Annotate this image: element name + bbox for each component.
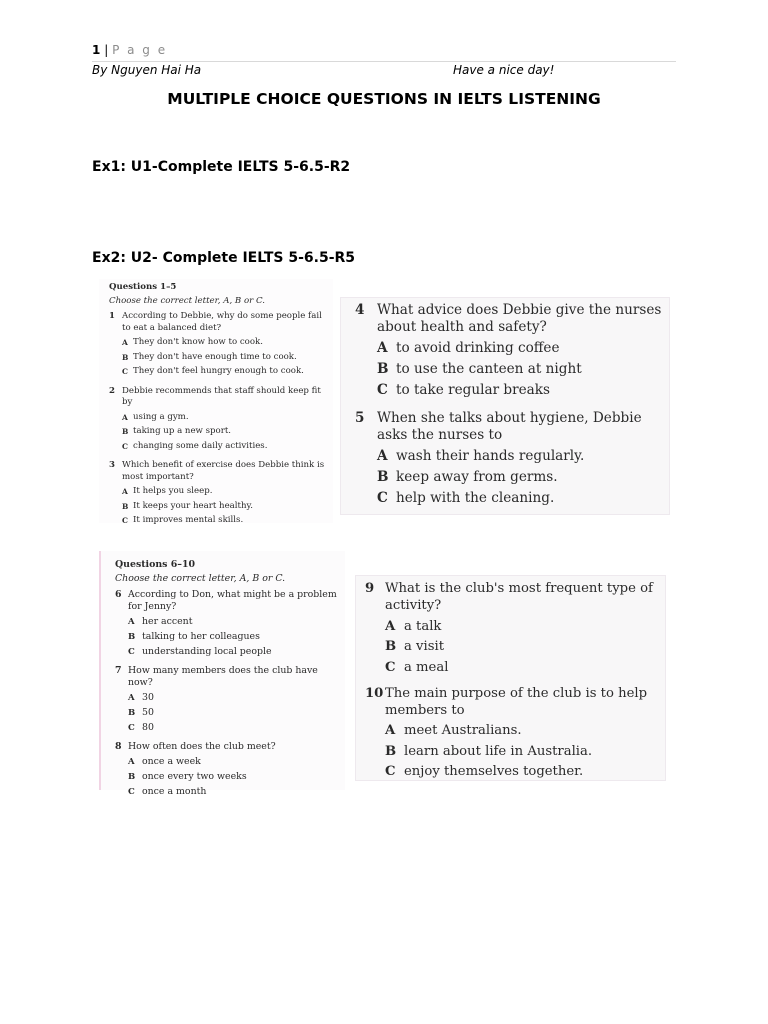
option-row (385, 618, 665, 635)
option-letter: B (385, 743, 397, 759)
question-number: 5 (355, 410, 365, 426)
question-number: 9 (365, 581, 375, 596)
option-letter: C (128, 647, 135, 657)
option-letter: B (122, 352, 129, 362)
option-text: using a gym. (133, 411, 189, 422)
option-row (128, 616, 345, 628)
option-row (385, 722, 665, 739)
option-text: help with the cleaning. (396, 490, 555, 506)
option-letter: A (377, 340, 388, 356)
option-row (377, 469, 669, 486)
question-text: According to Don, what might be a problem for Jenny? (128, 589, 337, 612)
option-letter: C (128, 723, 135, 733)
option-row (122, 412, 333, 424)
option-text: to avoid drinking coffee (396, 340, 560, 356)
question-text: Which benefit of exercise does Debbie think is most important? (122, 460, 325, 482)
option-text: learn about life in Australia. (404, 743, 593, 759)
option-text: wash their hands regularly. (396, 448, 585, 464)
option-row (122, 366, 333, 378)
option-row (377, 361, 669, 378)
question-text: What is the club's most frequent type of activity? (385, 581, 653, 613)
question-number: 4 (355, 302, 365, 318)
question-8 (115, 741, 345, 753)
question-6 (115, 589, 345, 613)
option-row (122, 337, 333, 349)
option-row (122, 426, 333, 438)
option-letter: B (128, 772, 136, 782)
question-text: When she talks about hygiene, Debbie asks the nurses to (377, 410, 642, 443)
option-text: her accent (142, 616, 193, 627)
exercise-1-heading: Ex1: U1-Complete IELTS 5-6.5-R2 (92, 159, 351, 175)
option-text: They don't have enough time to cook. (133, 351, 297, 362)
option-text: 80 (142, 722, 154, 733)
option-text: They don't know how to cook. (133, 337, 263, 347)
option-row (128, 786, 345, 798)
question-text: What advice does Debbie give the nurses about health and safety? (377, 302, 662, 335)
option-row (128, 646, 345, 658)
option-letter: C (122, 367, 128, 376)
option-row (385, 743, 665, 760)
question-3 (109, 460, 333, 483)
option-text: keep away from germs. (396, 469, 558, 485)
header-divider (92, 61, 676, 62)
option-text: 30 (142, 692, 154, 703)
option-letter: C (385, 659, 396, 675)
option-row (377, 490, 669, 507)
question-number: 6 (115, 589, 122, 600)
exercise-2-heading: Ex2: U2- Complete IELTS 5-6.5-R5 (92, 250, 356, 266)
questions-instruction: Choose the correct letter, A, B or C. (115, 573, 286, 584)
option-row (385, 659, 665, 676)
option-text: talking to her colleagues (142, 631, 260, 642)
question-4 (355, 302, 669, 336)
option-row (122, 486, 333, 498)
option-row (385, 763, 665, 780)
question-number: 7 (115, 665, 122, 676)
question-number: 2 (109, 385, 115, 396)
option-letter: B (122, 427, 129, 436)
option-row (377, 448, 669, 465)
option-text: understanding local people (142, 646, 272, 657)
option-letter: C (122, 516, 128, 525)
option-row (122, 441, 333, 453)
option-letter: A (122, 487, 128, 496)
option-text: to use the canteen at night (396, 361, 582, 377)
question-text: According to Debbie, why do some people fail to eat a balanced diet? (122, 311, 322, 333)
question-scan-6-8 (99, 551, 345, 797)
greeting-line: Have a nice day! (453, 63, 555, 77)
question-5 (355, 410, 669, 444)
document-title: MULTIPLE CHOICE QUESTIONS IN IELTS LISTENING (167, 90, 601, 108)
questions-heading: Questions 1–5 (109, 282, 177, 292)
option-text: a talk (404, 618, 442, 634)
option-text: 50 (142, 707, 154, 718)
page-number-value: 1 (92, 43, 101, 57)
option-row (377, 340, 669, 357)
question-9 (365, 580, 665, 614)
option-letter: C (128, 787, 135, 797)
option-letter: B (122, 501, 129, 511)
question-text: How many members does the club have now? (128, 665, 318, 688)
question-number: 8 (115, 741, 122, 752)
option-text: enjoy themselves together. (404, 764, 584, 779)
questions-instruction: Choose the correct letter, A, B or C. (109, 295, 265, 306)
option-letter: B (377, 469, 389, 485)
question-scan-1-3 (99, 279, 333, 523)
option-letter: B (128, 708, 136, 718)
option-text: They don't feel hungry enough to cook. (133, 366, 304, 376)
option-text: a meal (404, 659, 449, 675)
option-text: once every two weeks (142, 771, 247, 782)
option-text: It helps you sleep. (133, 486, 213, 496)
option-row (128, 692, 345, 704)
option-text: a visit (404, 639, 445, 654)
option-letter: C (377, 382, 388, 398)
option-row (385, 638, 665, 655)
question-number: 3 (109, 460, 115, 470)
option-text: to take regular breaks (396, 382, 550, 398)
option-letter: C (122, 441, 128, 451)
option-text: once a week (142, 756, 201, 767)
option-letter: A (122, 412, 128, 422)
option-letter: A (122, 338, 128, 347)
option-letter: B (128, 632, 136, 642)
option-row (122, 515, 333, 527)
option-row (377, 382, 669, 399)
option-letter: C (377, 490, 388, 506)
option-row (128, 631, 345, 643)
option-letter: A (128, 693, 135, 703)
question-scan-9-10 (355, 575, 666, 781)
option-text: It improves mental skills. (133, 515, 244, 525)
option-row (128, 722, 345, 734)
option-row (128, 771, 345, 783)
option-letter: C (385, 764, 396, 779)
option-letter: A (385, 618, 396, 634)
option-row (122, 352, 333, 364)
option-letter: A (385, 723, 396, 738)
option-letter: B (377, 361, 389, 377)
option-letter: A (377, 448, 388, 464)
option-text: once a month (142, 786, 207, 797)
option-letter: A (128, 757, 135, 767)
option-text: taking up a new sport. (133, 426, 232, 436)
questions-heading: Questions 6–10 (115, 559, 195, 570)
option-text: meet Australians. (404, 723, 522, 738)
page-number (92, 43, 167, 57)
author-line: By Nguyen Hai Ha (92, 63, 202, 77)
question-scan-4-5 (340, 297, 670, 515)
question-number: 1 (109, 311, 115, 321)
page-word: P a g e (112, 43, 168, 57)
option-row (122, 501, 333, 513)
question-2 (109, 386, 333, 409)
question-7 (115, 665, 345, 689)
option-row (128, 756, 345, 768)
option-text: It keeps your heart healthy. (133, 500, 253, 511)
question-number: 10 (365, 685, 384, 701)
question-1 (109, 311, 333, 334)
question-text: The main purpose of the club is to help members to (385, 685, 648, 718)
question-text: How often does the club meet? (128, 741, 276, 752)
option-row (128, 707, 345, 719)
question-10 (365, 685, 665, 719)
page-number-separator: | (104, 43, 109, 57)
option-letter: A (128, 617, 135, 627)
option-letter: B (385, 639, 397, 654)
option-text: changing some daily activities. (133, 440, 268, 451)
question-text: Debbie recommends that staff should keep fit by (122, 385, 321, 407)
